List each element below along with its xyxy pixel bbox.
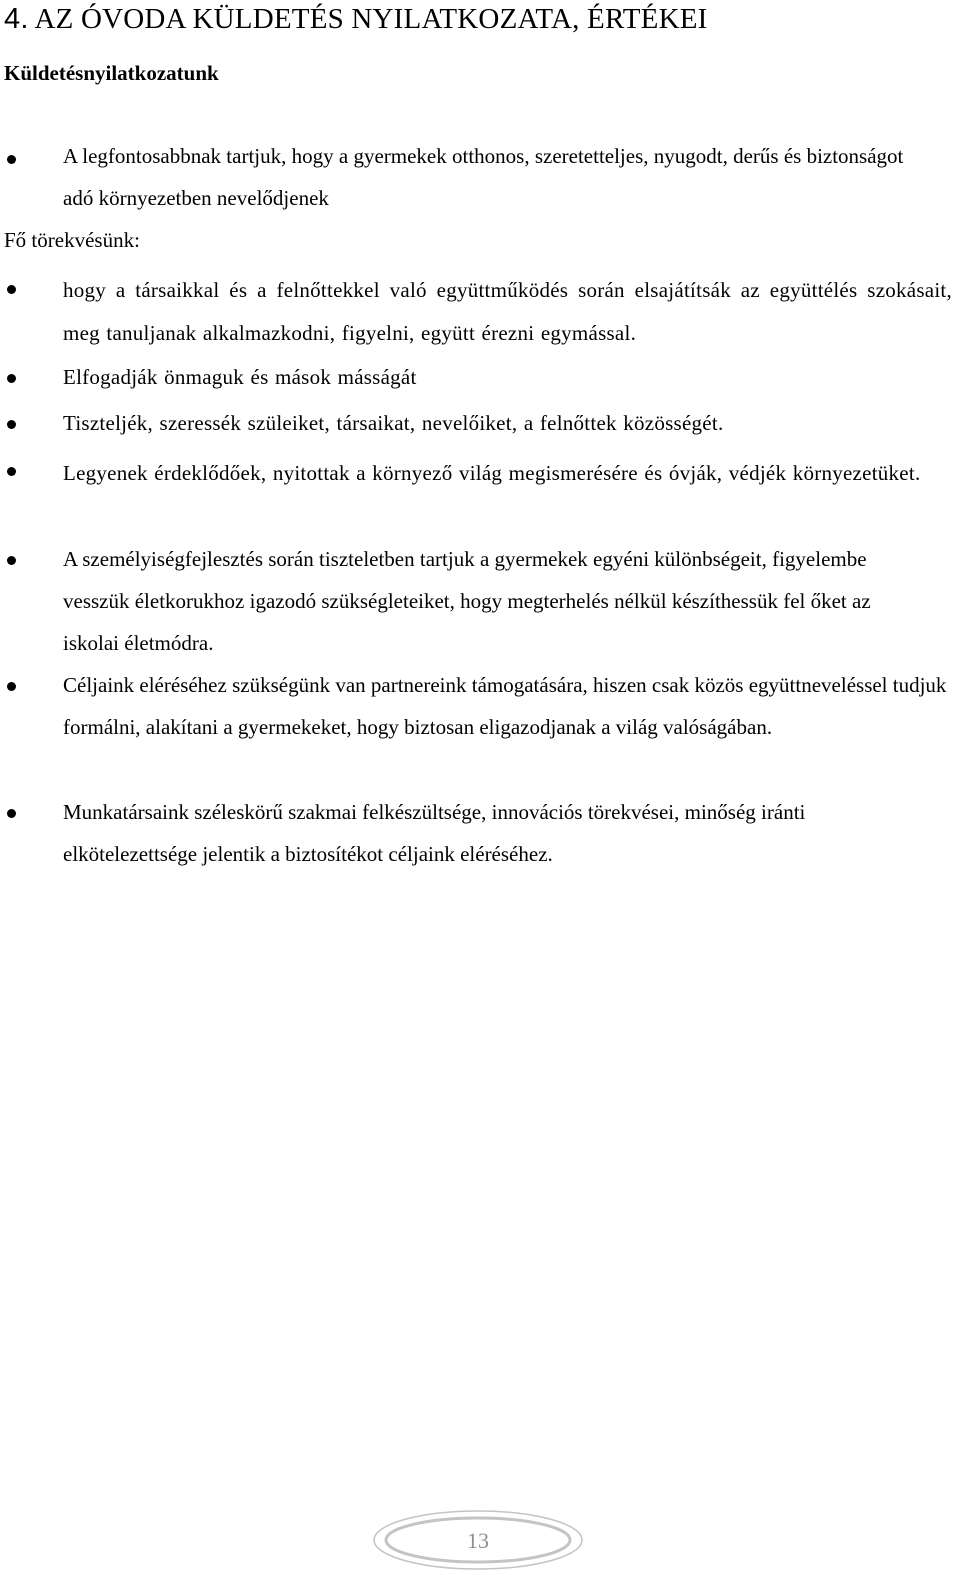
bullet-icon <box>7 467 16 476</box>
bullet-icon <box>7 374 16 383</box>
list-item-text: Elfogadják önmaguk és mások másságát <box>63 365 417 389</box>
list-item-text: Legyenek érdeklődőek, nyitottak a környező világ megismerésére és óvják, védjék környezetüket. <box>63 461 921 485</box>
list-item-text: Tiszteljék, szeressék szüleiket, társaikat, nevelőiket, a felnőttek közösségét. <box>63 411 724 435</box>
aims-label: Fő törekvésünk: <box>4 228 140 252</box>
bullet-icon <box>7 285 16 294</box>
list-item-text: A legfontosabbnak tartjuk, hogy a gyermekek otthonos, szeretetteljes, nyugodt, derűs és biztonságot adó környezetben nevelődjenek <box>63 144 904 210</box>
bullet-icon <box>7 809 16 818</box>
list-item-text: Munkatársaink széleskörű szakmai felkészültsége, innovációs törekvései, minőség iránti elkötelezettsége jelentik a biztosítékot céljaink eléréséhez. <box>63 800 806 866</box>
bullet-icon <box>7 556 16 565</box>
bullet-icon <box>7 420 16 429</box>
list-item-text: A személyiségfejlesztés során tiszteletben tartjuk a gyermekek egyéni különbségeit, figyelembe vesszük életkorukhoz igazodó szükségleteiket, hogy megterhelés nélkül készíthessük fel őket az iskolai életmódra. <box>63 547 871 655</box>
heading-number: 4. <box>4 3 29 35</box>
heading-text: AZ ÓVODA KÜLDETÉS NYILATKOZATA, ÉRTÉKEI <box>34 3 708 35</box>
list-item-text: hogy a társaikkal és a felnőttekkel való együttműködés során elsajátítsák az együttélés szokásait, meg tanuljanak alkalmazkodni, figyelni, együtt érezni egymással. <box>63 278 952 345</box>
list-item-text: Céljaink eléréséhez szükségünk van partnereink támogatására, hiszen csak közös együttneveléssel tudjuk formálni, alakítani a gyermekeket, hogy biztosan eligazodjanak a világ valóságában. <box>63 673 947 739</box>
page-number: 13 <box>467 1528 489 1553</box>
bullet-icon <box>7 155 16 164</box>
bullet-icon <box>7 682 16 691</box>
page-title <box>4 2 708 36</box>
section-subtitle: Küldetésnyilatkozatunk <box>4 61 219 85</box>
